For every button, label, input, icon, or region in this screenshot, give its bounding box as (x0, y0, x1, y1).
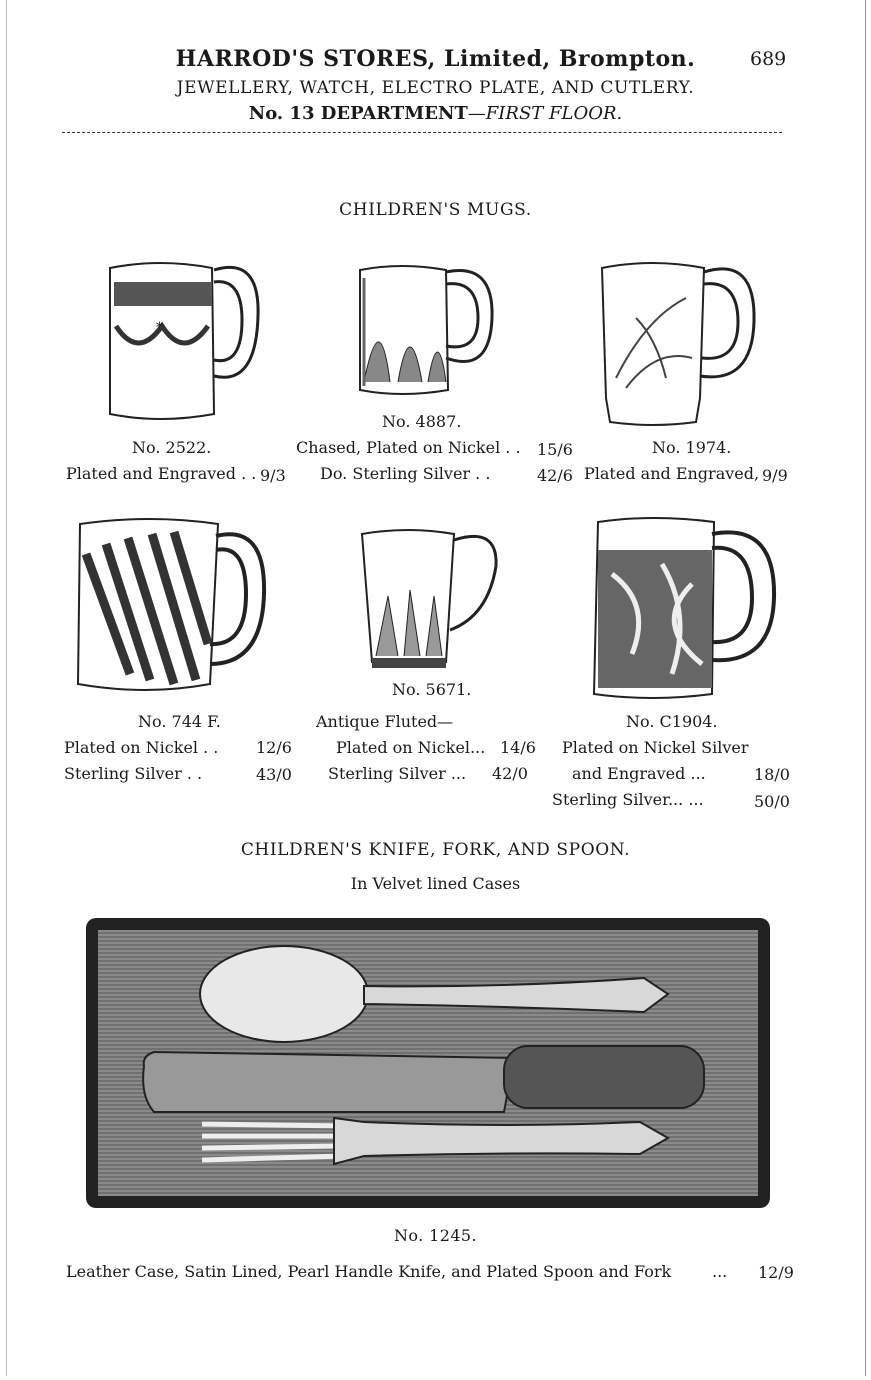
svg-text:*: * (156, 320, 163, 336)
mug-4887-price-1: 15/6 (537, 440, 573, 459)
cutlery-item-number: No. 1245. (394, 1226, 477, 1245)
knife-handle (504, 1046, 704, 1108)
department-line (0, 103, 871, 124)
mug-744f-price-2: 43/0 (256, 765, 292, 784)
page-number: 689 (750, 48, 787, 70)
mug-4887-desc-2: Do. Sterling Silver . . (320, 464, 491, 483)
spoon-bowl (200, 946, 368, 1042)
store-title (0, 46, 871, 72)
mug-2522-number: No. 2522. (132, 438, 212, 457)
mug-744f-number: No. 744 F. (138, 712, 221, 731)
mug-4887-desc-1: Chased, Plated on Nickel . . (296, 438, 521, 457)
mug-744f-desc-1: Plated on Nickel . . (64, 738, 219, 757)
mug-744f-desc-2: Sterling Silver . . (64, 764, 203, 783)
department-number: No. 13 DEPARTMENT (248, 103, 468, 124)
department-subtitle: JEWELLERY, WATCH, ELECTRO PLATE, AND CUTLERY. (176, 78, 695, 98)
store-name: HARROD'S STORES, Limited, Brompton. (175, 46, 696, 72)
mug-4887-illustration (350, 262, 500, 402)
cutlery-case-illustration (84, 916, 772, 1210)
mug-5671-price-1: 14/6 (500, 738, 536, 757)
cutlery-subheading: In Velvet lined Cases (350, 874, 521, 893)
department-floor: —FIRST FLOOR. (467, 103, 623, 124)
mug-2522-desc: Plated and Engraved . . (66, 464, 257, 483)
mug-744f-illustration (70, 514, 270, 704)
mug-5671-desc-1: Plated on Nickel... (336, 738, 486, 757)
header-rule (62, 132, 782, 133)
mug-2522-price: 9/3 (260, 466, 286, 485)
mug-4887-number: No. 4887. (382, 412, 462, 431)
mug-2522-illustration (104, 256, 264, 424)
knife-blade (143, 1052, 514, 1112)
mug-5671-illustration (358, 526, 503, 676)
cutlery-price: 12/9 (758, 1263, 794, 1282)
mug-c1904-number: No. C1904. (626, 712, 718, 731)
mug-1974-illustration (596, 258, 761, 428)
cutlery-heading: CHILDREN'S KNIFE, FORK, AND SPOON. (240, 840, 631, 860)
mug-4887-price-2: 42/6 (537, 466, 573, 485)
mug-c1904-intro: Plated on Nickel Silver (562, 738, 749, 757)
mug-1974-number: No. 1974. (652, 438, 732, 457)
mugs-heading: CHILDREN'S MUGS. (339, 200, 532, 220)
mug-c1904-desc-1: and Engraved ... (572, 764, 706, 783)
mug-5671-number: No. 5671. (392, 680, 472, 699)
cutlery-leader: ... (712, 1262, 728, 1281)
mug-5671-price-2: 42/0 (492, 764, 528, 783)
mug-1974-price: 9/9 (762, 466, 788, 485)
mug-744f-price-1: 12/6 (256, 738, 292, 757)
mug-c1904-desc-2: Sterling Silver... ... (552, 790, 704, 809)
mug-1974-desc: Plated and Engraved, (584, 464, 760, 483)
mug-c1904-price-1: 18/0 (754, 765, 790, 784)
mug-c1904-price-2: 50/0 (754, 792, 790, 811)
mug-5671-intro: Antique Fluted— (316, 712, 454, 731)
cutlery-description: Leather Case, Satin Lined, Pearl Handle Knife, and Plated Spoon and Fork (66, 1262, 672, 1281)
mug-5671-desc-2: Sterling Silver ... (328, 764, 467, 783)
mug-c1904-illustration (592, 514, 782, 704)
